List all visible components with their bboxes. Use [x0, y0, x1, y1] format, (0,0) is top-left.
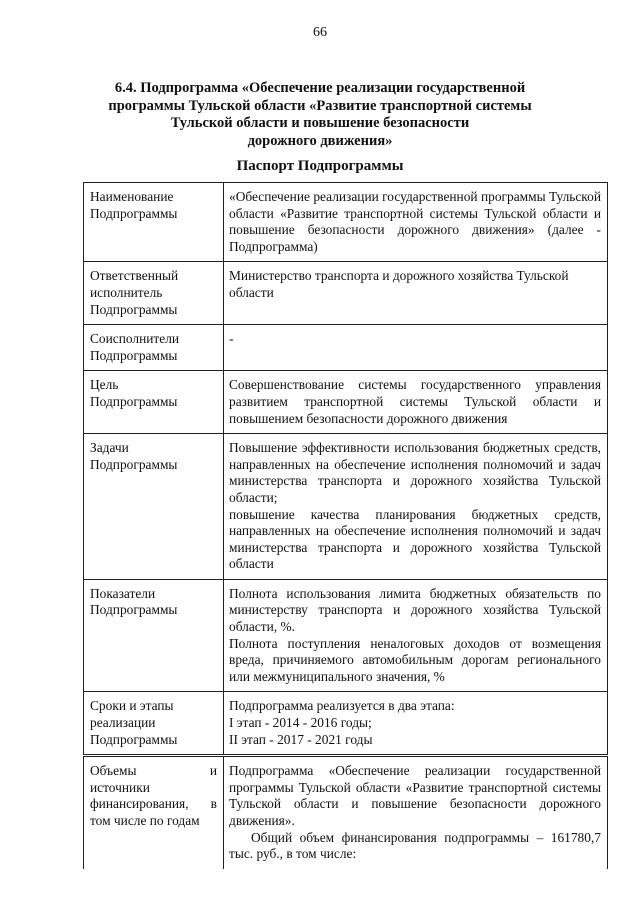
row-label	[84, 325, 224, 371]
table-row-coexecutors	[84, 325, 608, 371]
value-paragraph: II этап - 2017 - 2021 годы	[229, 731, 373, 747]
table-row-timeline	[84, 692, 608, 756]
row-value	[224, 325, 608, 371]
row-value	[224, 579, 608, 692]
value-paragraph: Подпрограмма реализуется в два этапа:	[229, 698, 455, 714]
row-label	[84, 262, 224, 325]
label-line: Показатели	[90, 585, 156, 601]
row-value	[224, 434, 608, 580]
label-line: Подпрограммы	[90, 205, 178, 221]
label-line: Подпрограммы	[90, 301, 178, 317]
row-value	[224, 183, 608, 262]
label-line: Соисполнители	[90, 331, 180, 347]
row-label	[84, 579, 224, 692]
row-value	[224, 756, 608, 869]
passport-table	[83, 182, 608, 869]
row-label	[84, 434, 224, 580]
value-paragraph: «Обеспечение реализации государственной программы Тульской области «Развитие транспортной системы Тульской области и повышение безопасности дорожного движения» (далее - Подпрограмма)	[229, 189, 601, 254]
value-paragraph: Совершенствование системы государственного управления развитием транспортной системы Тульской области и повышением безопасности дорожного движения	[229, 377, 601, 426]
value-paragraph: Полнота поступления неналоговых доходов от возмещения вреда, причиняемого автомобильным дорогам регионального или межмуниципального значения, %	[229, 635, 601, 684]
table-row-tasks	[84, 434, 608, 580]
row-label	[84, 183, 224, 262]
label-line: Задачи	[90, 440, 129, 456]
row-value	[224, 262, 608, 325]
label-line: исполнитель	[90, 284, 163, 300]
section-title-line: дорожного движения»	[247, 132, 393, 149]
label-line: том числе по годам	[90, 813, 200, 828]
passport-title: Паспорт Подпрограммы	[236, 158, 404, 174]
value-paragraph: Повышение эффективности использования бюджетных средств, направленных на обеспечение исполнения полномочий и задач министерства транспорта и дорожного хозяйства Тульской области;	[229, 440, 601, 505]
label-line: Подпрограммы	[90, 393, 178, 409]
row-value	[224, 371, 608, 434]
value-paragraph: повышение качества планирования бюджетных средств, направленных на обеспечение исполнения полномочий и задач министерства транспорта и дорожного хозяйства Тульской области	[229, 506, 601, 572]
value-paragraph: Подпрограмма «Обеспечение реализации государственной программы Тульской области «Развитие транспортной системы Тульской области и повышение безопасности дорожного движения».	[229, 763, 601, 828]
label-line: Подпрограммы	[90, 456, 178, 472]
table-row-name	[84, 183, 608, 262]
section-title-line: Тульской области и повышение безопасности	[170, 115, 470, 131]
label-line: реализации	[90, 715, 156, 731]
section-title-line: 6.4. Подпрограмма «Обеспечение реализации государственной	[114, 80, 526, 96]
label-line: Подпрограммы	[90, 347, 178, 363]
value-paragraph: Полнота использования лимита бюджетных обязательств по министерству транспорта и дорожного хозяйства Тульской области, %.	[229, 585, 601, 635]
label-line: Ответственный	[90, 268, 179, 284]
row-label	[84, 692, 224, 756]
label-line: финансирования, в	[90, 796, 217, 812]
section-title	[100, 80, 540, 150]
row-label	[84, 371, 224, 434]
value-paragraph: Общий объем финансирования подпрограммы – 161780,7 тыс. руб., в том числе:	[229, 829, 601, 862]
label-line: Цель	[90, 377, 119, 393]
label-line: Объемы и	[90, 763, 217, 779]
row-label	[84, 756, 224, 869]
table-row-responsible	[84, 262, 608, 325]
value-paragraph: I этап - 2014 - 2016 годы;	[229, 715, 372, 731]
label-line: Сроки и этапы	[90, 698, 174, 714]
table-row-funding	[84, 756, 608, 869]
label-line: источники	[90, 779, 150, 795]
table-row-goal	[84, 371, 608, 434]
value-paragraph: -	[229, 331, 234, 347]
label-line: Наименование	[90, 189, 174, 204]
label-line: Подпрограммы	[90, 731, 178, 747]
table-row-indicators	[84, 579, 608, 692]
page-number: 66	[313, 25, 327, 40]
section-title-line: программы Тульской области «Развитие транспортной системы	[108, 97, 532, 114]
label-line: Подпрограммы	[90, 602, 178, 618]
value-paragraph: Министерство транспорта и дорожного хозяйства Тульской области	[229, 268, 569, 300]
row-value	[224, 692, 608, 756]
